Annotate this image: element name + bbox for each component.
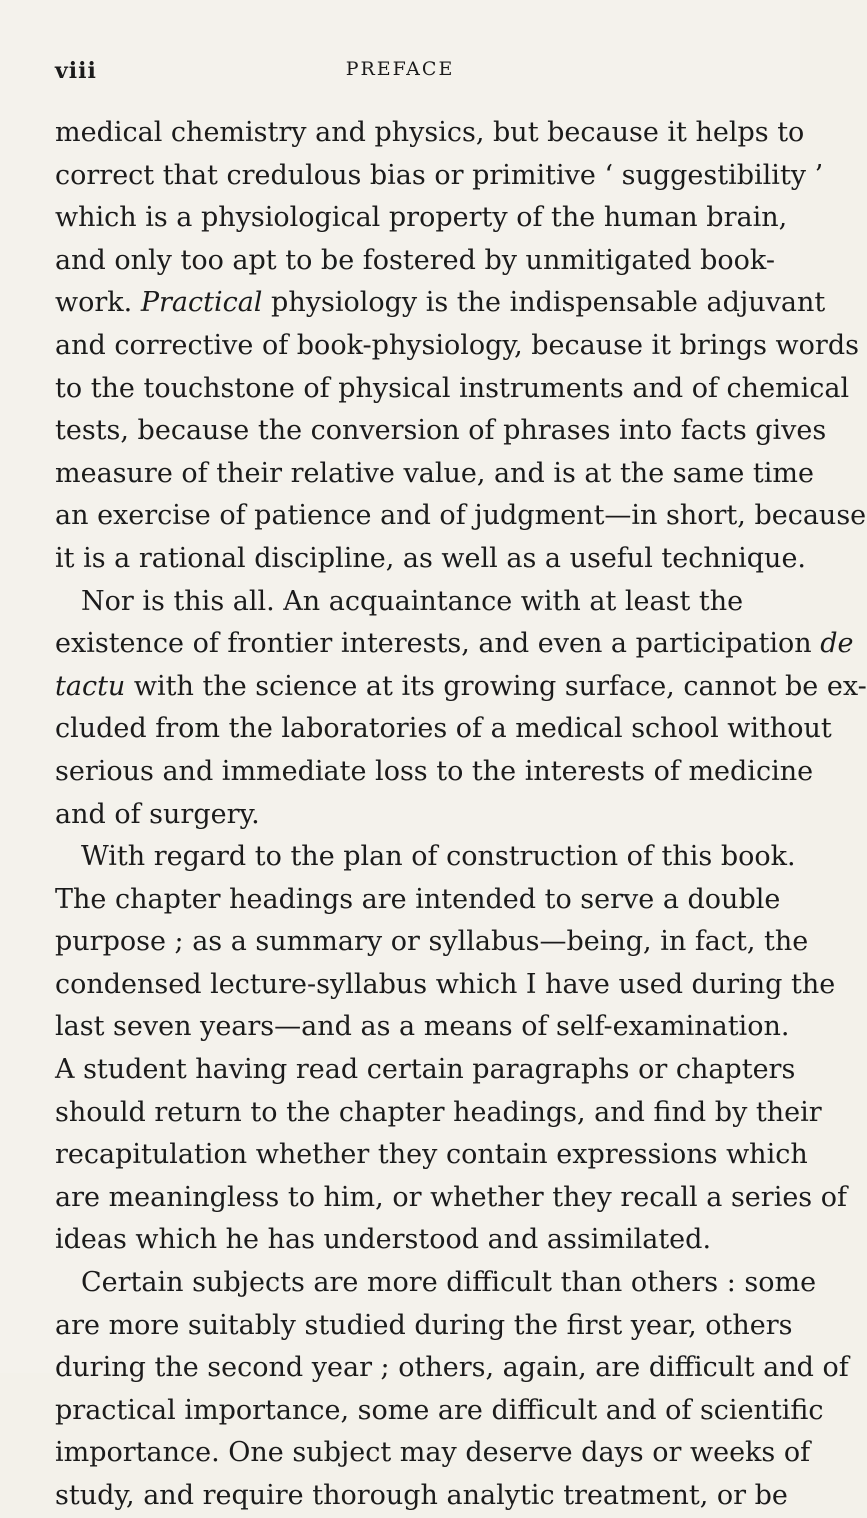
text-line: tests, because the conversion of phrases into facts gives xyxy=(55,415,827,447)
text-line: last seven years—and as a means of self-examination. xyxy=(55,1011,790,1043)
text-line xyxy=(55,623,854,666)
text-line: correct that credulous bias or primitive ‘ suggestibility ’ xyxy=(55,159,824,191)
text-line: The chapter headings are intended to serve a double xyxy=(55,883,781,915)
text-run: physiology is the indispensable adjuvant xyxy=(262,287,826,319)
text-line: recapitulation whether they contain expressions which xyxy=(55,1139,808,1171)
emphasis-text: Practical xyxy=(140,287,263,319)
text-line: ideas which he has understood and assimilated. xyxy=(55,1224,712,1256)
text-line: importance. One subject may deserve days or weeks of xyxy=(55,1437,811,1469)
text-line: it is a rational discipline, as well as a useful technique. xyxy=(55,542,807,574)
text-run: existence of frontier interests, and even a participation xyxy=(55,628,821,660)
text-run: work. xyxy=(55,287,141,319)
text-run: with the science at its growing surface, cannot be ex- xyxy=(125,670,867,702)
text-line: serious and immediate loss to the interests of medicine xyxy=(55,755,814,787)
text-line: With regard to the plan of construction of this book. xyxy=(81,841,796,873)
text-line: Nor is this all. An acquaintance with at least the xyxy=(81,585,744,617)
text-line xyxy=(55,666,867,709)
text-line: A student having read certain paragraphs or chapters xyxy=(55,1054,796,1086)
text-line: during the second year ; others, again, are difficult and of xyxy=(55,1352,849,1384)
text-line: and of surgery. xyxy=(55,798,260,830)
text-line: practical importance, some are difficult and of scientific xyxy=(55,1394,824,1426)
page-number: viii xyxy=(55,58,97,84)
text-line: cluded from the laboratories of a medical school without xyxy=(55,713,832,745)
text-line: Certain subjects are more difficult than others : some xyxy=(81,1267,817,1299)
text-line: and corrective of book-physiology, because it brings words xyxy=(55,329,859,361)
text-line: should return to the chapter headings, and find by their xyxy=(55,1096,822,1128)
emphasis-text: tactu xyxy=(55,670,126,702)
running-title: PREFACE xyxy=(345,58,455,80)
running-head xyxy=(55,58,745,88)
text-line: measure of their relative value, and is at the same time xyxy=(55,457,814,489)
text-line: which is a physiological property of the human brain, xyxy=(55,202,788,234)
body-text xyxy=(55,112,867,1518)
text-line: purpose ; as a summary or syllabus—being, in fact, the xyxy=(55,926,809,958)
text-line: to the touchstone of physical instruments and of chemical xyxy=(55,372,850,404)
text-line xyxy=(55,282,826,325)
text-line: study, and require thorough analytic treatment, or be xyxy=(55,1480,788,1511)
text-line: are meaningless to him, or whether they recall a series of xyxy=(55,1181,847,1213)
text-line: an exercise of patience and of judgment—in short, because xyxy=(55,500,867,532)
text-line: are more suitably studied during the first year, others xyxy=(55,1309,793,1341)
text-line: and only too apt to be fostered by unmitigated book- xyxy=(55,244,775,276)
text-line: medical chemistry and physics, but because it helps to xyxy=(55,117,805,148)
emphasis-text: de xyxy=(820,628,854,660)
text-line: condensed lecture-syllabus which I have used during the xyxy=(55,968,836,1000)
